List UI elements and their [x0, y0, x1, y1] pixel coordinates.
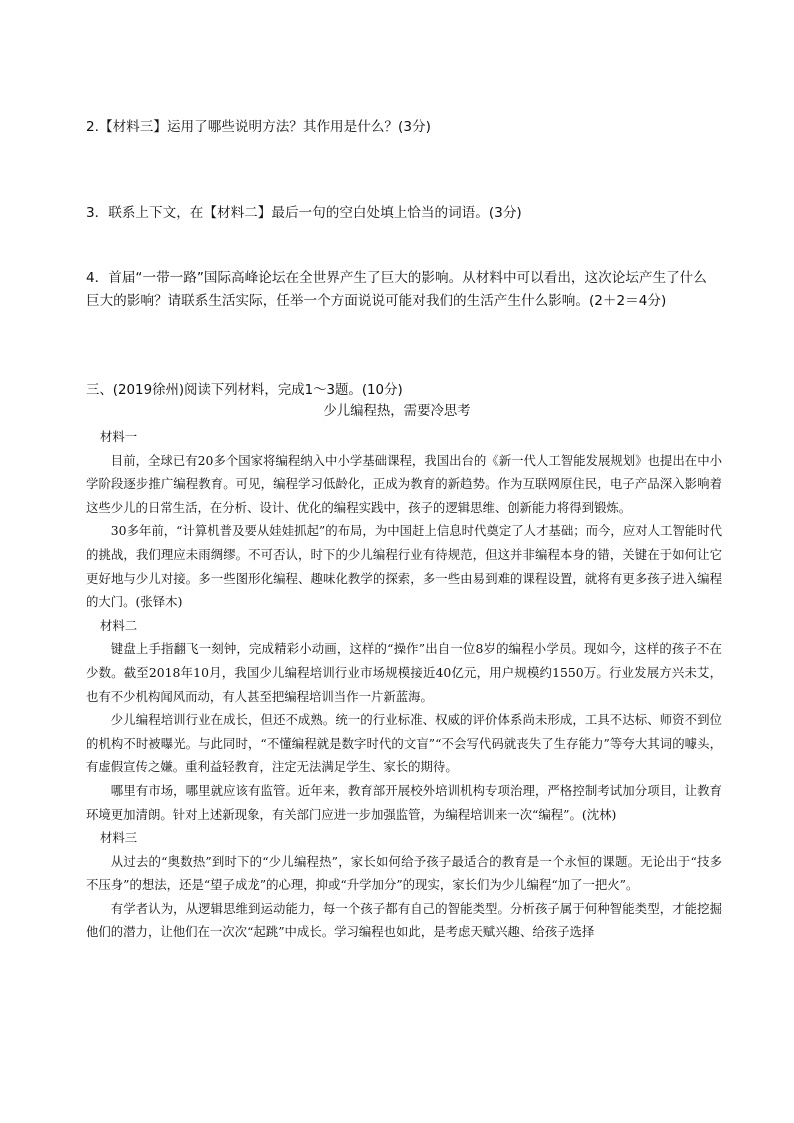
material-2-heading: 材料二: [100, 617, 138, 633]
material-1-paragraph-2: 30多年前，“计算机普及要从娃娃抓起”的布局，为中国赶上信息时代奠定了人才基础；而今，应对人工智能时代的挑战，我们理应未雨绸缪。不可否认，时下的少儿编程行业有待规范，但这并非编程本身的错，关键在于如何让它更好地与少儿对接。多一些图形化编程、趣味化教学的探索，多一些由易到难的课程设置，就将有更多孩子进入编程的大门。(张铎木): [86, 523, 722, 610]
material-3-paragraph-2: 有学者认为，从逻辑思维到运动能力，每一个孩子都有自己的智能类型。分析孩子属于何种智能类型，才能挖掘他们的潜力，让他们在一次次“起跳”中成长。学习编程也如此，是考虑天赋兴趣、给孩子选择: [86, 900, 722, 940]
material-1-heading: 材料一: [100, 429, 138, 444]
material-3-paragraph-1: 从过去的“奥数热”到时下的“少儿编程热”，家长如何给予孩子最适合的教育是一个永恒的课题。无论出于“技多不压身”的想法，还是“望子成龙”的心理，抑或“升学加分”的现实，家长们为少儿编程“加了一把火”。: [86, 853, 722, 893]
section-3-instruction: 三、(2019徐州)阅读下列材料，完成1～3题。(10分): [86, 383, 403, 398]
material-3-heading: 材料三: [100, 830, 138, 846]
material-2-paragraph-1: 键盘上手指翻飞一刻钟，完成精彩小动画，这样的“操作”出自一位8岁的编程小学员。现如今，这样的孩子不在少数。截至2018年10月，我国少儿编程培训行业市场规模接近40亿元，用户规模约1550万。行业发展方兴未艾，也有不少机构闻风而动，有人甚至把编程培训当作一片新蓝海。: [86, 641, 722, 704]
question-3: 3．联系上下文，在【材料二】最后一句的空白处填上恰当的词语。(3分): [86, 205, 522, 221]
question-4: 4．首届“一带一路”国际高峰论坛在全世界产生了巨大的影响。从材料中可以看出，这次论坛产生了什么巨大的影响？请联系生活实际，任举一个方面说说可能对我们的生活产生什么影响。(2＋2＝4分): [86, 270, 707, 309]
material-2-paragraph-3: 哪里有市场，哪里就应该有监管。近年来，教育部开展校外培训机构专项治理，严格控制考试加分项目，让教育环境更加清朗。针对上述新现象，有关部门应进一步加强监管，为编程培训来一次“编程”。(沈林): [86, 782, 722, 822]
passage-title: 少儿编程热，需要冷思考: [323, 404, 471, 419]
material-2-paragraph-2: 少儿编程培训行业在成长，但还不成熟。统一的行业标准、权威的评价体系尚未形成，工具不达标、师资不到位的机构不时被曝光。与此同时，“不懂编程就是数字时代的文盲”“不会写代码就丧失了生存能力”等夸大其词的噱头，有虚假宣传之嫌。重利益轻教育，注定无法满足学生、家长的期待。: [86, 712, 722, 775]
question-2: 2.【材料三】运用了哪些说明方法？其作用是什么？(3分): [86, 119, 431, 135]
material-1-paragraph-1: 目前，全球已有20多个国家将编程纳入中小学基础课程，我国出台的《新一代人工智能发展规划》也提出在中小学阶段逐步推广编程教育。可见，编程学习低龄化，正成为教育的新趋势。作为互联网原住民，电子产品深入影响着这些少儿的日常生活，在分析、设计、优化的编程实践中，孩子的逻辑思维、创新能力将得到锻炼。: [86, 452, 722, 515]
passage-body: [86, 425, 722, 944]
